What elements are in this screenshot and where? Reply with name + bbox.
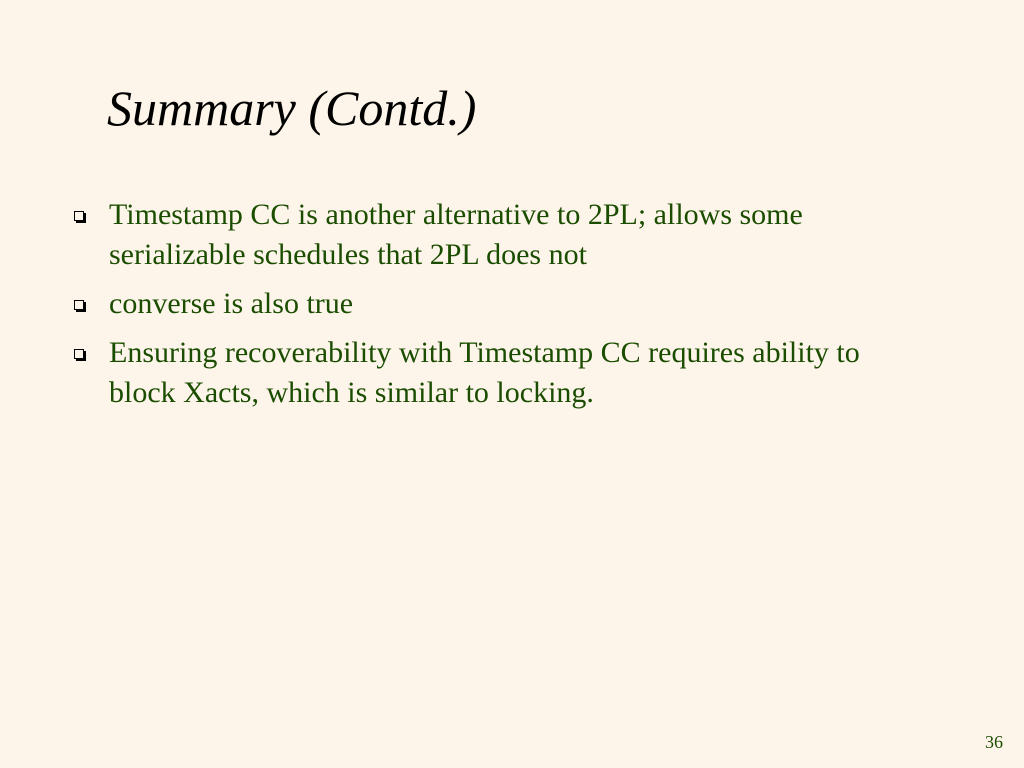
bullet-list (0, 195, 1024, 422)
square-bullet-icon (74, 300, 84, 310)
square-bullet-icon (74, 211, 84, 221)
list-item (0, 333, 929, 413)
list-item (0, 195, 929, 275)
bullet-text: Ensuring recoverability with Timestamp CC requires ability to block Xacts, which is similar to locking. (109, 336, 860, 409)
bullet-text: converse is also true (109, 287, 354, 320)
slide-title: Summary (Contd.) (107, 80, 477, 136)
bullet-text: Timestamp CC is another alternative to 2PL; allows some serializable schedules that 2PL does not (109, 198, 803, 271)
square-bullet-icon (74, 349, 84, 359)
list-item (0, 284, 929, 324)
page-number: 36 (985, 732, 1003, 752)
